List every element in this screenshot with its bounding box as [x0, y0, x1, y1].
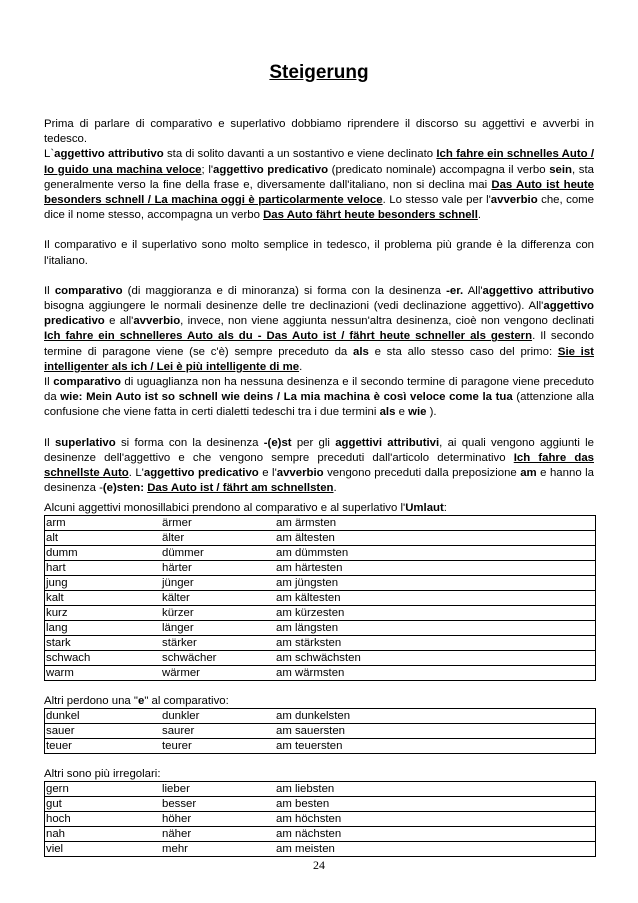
table-cell: am kältesten [275, 591, 596, 606]
table-cell: kalt [45, 591, 162, 606]
example-sentence: Das Auto fährt heute besonders schnell [263, 209, 478, 222]
table-cell: lang [45, 621, 162, 636]
term-bold: als [379, 406, 396, 419]
table-cell: stark [45, 636, 162, 651]
example-sentence: Ich fahre ein schnelleres Auto als du - Das Auto ist / fährt heute schneller als gestern [44, 330, 533, 343]
table-cell: härter [161, 561, 275, 576]
text-run: Alcuni aggettivi monosillabici prendono al comparativo e al superlativo l' [44, 502, 406, 514]
text-run: vengono preceduti dalla preposizione [323, 467, 521, 480]
body-text [44, 117, 594, 511]
table-irregular-caption: Altri sono più irregolari: [44, 768, 161, 780]
table-cell: am längsten [275, 621, 596, 636]
table-cell: schwach [45, 651, 162, 666]
table-row [45, 827, 596, 842]
text-run: . [477, 209, 482, 222]
table-cell: älter [161, 531, 275, 546]
term-bold: aggettivo predicativo [44, 300, 594, 328]
text-run: L` [44, 148, 55, 161]
term-bold: am [520, 467, 537, 480]
paragraph-superlative [44, 436, 594, 497]
table-cell: kurz [45, 606, 162, 621]
text-run: e l' [258, 467, 277, 480]
table-cell: viel [45, 842, 162, 857]
term-bold: als [353, 345, 369, 358]
text-run: di uguaglianza non ha nessuna desinenza e il secondo termine di paragone viene preceduto da [44, 376, 594, 404]
term-bold: sein [549, 163, 573, 176]
table-cell: am meisten [275, 842, 596, 857]
term-bold: aggettivo attributivo [54, 148, 164, 161]
text-run: , sta generalmente verso la fine della frase e, diversamente dall'italiano, non si declina mai [44, 163, 594, 191]
table-cell: sauer [45, 724, 162, 739]
term-bold: avverbio [490, 194, 538, 207]
table-cell: besser [161, 797, 275, 812]
page-number: 24 [313, 858, 325, 872]
table-umlaut [44, 515, 596, 681]
text-run: e [395, 406, 409, 419]
text-run: All' [463, 284, 483, 297]
term-bold: (e)sten: [102, 482, 148, 495]
table-cell: dunkler [161, 709, 275, 724]
table-row [45, 724, 596, 739]
table-row [45, 739, 596, 754]
table-cell: länger [161, 621, 275, 636]
table-cell: am nächsten [275, 827, 596, 842]
table-cell: am sauersten [275, 724, 596, 739]
table-cell: wärmer [161, 666, 275, 681]
example-sentence: wie: Mein Auto ist so schnell wie deins / La mia machina è così veloce come la tua [60, 391, 513, 404]
table-cell: teurer [161, 739, 275, 754]
text-run: Altri perdono una " [44, 695, 138, 707]
text-run: ). [426, 406, 437, 419]
table-cell: am kürzesten [275, 606, 596, 621]
term-bold: Umlaut [405, 502, 444, 514]
example-sentence: Ich fahre das schnellste Auto [44, 451, 594, 480]
text-run: Prima di parlare di comparativo e superlativo dobbiamo riprendere il discorso su aggettivi e avverbi in tedesco. [44, 118, 594, 146]
text-run: . [333, 482, 337, 495]
text-run: sta di solito davanti a un sostantivo e viene declinato [163, 148, 437, 161]
table-cell: nah [45, 827, 162, 842]
table-cell: am höchsten [275, 812, 596, 827]
table-row [45, 651, 596, 666]
text-run: . Lo stesso vale per l' [382, 194, 491, 207]
text-run: (attenzione alla confusione che viene fatta in certi dialetti tedeschi tra i due termini [44, 391, 594, 419]
text-run: e sta allo stesso caso del primo: [368, 345, 558, 358]
term-bold: -er. [446, 284, 464, 297]
table-cell: ärmer [161, 516, 275, 531]
table-row [45, 531, 596, 546]
text-run: : [443, 502, 447, 514]
table-cell: alt [45, 531, 162, 546]
text-run: Il [44, 284, 55, 297]
table-cell: am liebsten [275, 782, 596, 797]
table-cell: dunkel [45, 709, 162, 724]
table-cell: jung [45, 576, 162, 591]
table-cell: mehr [161, 842, 275, 857]
table-drop-e [44, 708, 596, 754]
table-row [45, 606, 596, 621]
table-cell: kälter [161, 591, 275, 606]
term-bold: comparativo [54, 284, 123, 297]
table-cell: am teuersten [275, 739, 596, 754]
text-run: e hanno la desinenza - [44, 467, 594, 495]
table-cell: am jüngsten [275, 576, 596, 591]
table-row [45, 782, 596, 797]
term-bold: aggettivi attributivi [335, 436, 440, 449]
table-cell: kürzer [161, 606, 275, 621]
text-run: ; l' [201, 163, 214, 176]
term-bold: aggettivo attributivo [482, 284, 594, 297]
adjective-tables [44, 501, 594, 870]
table-cell: schwächer [161, 651, 275, 666]
example-sentence: Sie ist intelligenter als ich / Lei è più intelligente di me [44, 345, 594, 373]
text-run: per gli [291, 436, 336, 449]
table-umlaut-caption [44, 501, 594, 515]
paragraph-comparative [44, 284, 594, 375]
text-run: che, come dice il nome stesso, accompagna un verbo [44, 194, 594, 222]
table-cell: am dunkelsten [275, 709, 596, 724]
table-cell: am besten [275, 797, 596, 812]
table-row [45, 561, 596, 576]
table-cell: gut [45, 797, 162, 812]
table-cell: höher [161, 812, 275, 827]
text-run: " al comparativo: [144, 695, 229, 707]
table-row [45, 621, 596, 636]
text-run: , ai quali vengono aggiunti le desinenze dell'aggettivo e che vengono sempre preceduti dall'articolo determinativo [44, 436, 594, 464]
table-row [45, 812, 596, 827]
text-run: Il [44, 376, 54, 389]
table-row [45, 666, 596, 681]
term-bold: comparativo [53, 376, 121, 389]
table-drop-e-caption [44, 694, 594, 708]
table-row [45, 636, 596, 651]
table-irregular [44, 781, 596, 857]
text-run: , invece, non viene aggiunta nessun'altra desinenza, cioè non vengono declinati [180, 315, 594, 328]
term-bold: avverbio [133, 315, 181, 328]
term-bold: superlativo [54, 436, 116, 449]
table-row [45, 576, 596, 591]
table-cell: saurer [161, 724, 275, 739]
table-row [45, 709, 596, 724]
table-cell: am ärmsten [275, 516, 596, 531]
table-row [45, 797, 596, 812]
page-title: Steigerung [269, 62, 369, 83]
table-cell: am härtesten [275, 561, 596, 576]
text-run: . Il secondo termine di paragone viene (se c'è) sempre preceduto da [44, 330, 594, 358]
term-bold: e [137, 695, 145, 707]
table-cell: am wärmsten [275, 666, 596, 681]
term-bold: avverbio [276, 467, 324, 480]
table-cell: warm [45, 666, 162, 681]
term-bold: -(e)st [263, 436, 292, 449]
example-sentence: Ich fahre ein schnelles Auto / Io guido una machina veloce [44, 148, 594, 176]
example-sentence: Das Auto ist / fährt am schnellsten [147, 482, 334, 495]
table-row [45, 842, 596, 857]
table-cell: hart [45, 561, 162, 576]
table-cell: am stärksten [275, 636, 596, 651]
table-cell: dümmer [161, 546, 275, 561]
paragraph-difference: Il comparativo e il superlativo sono molto semplice in tedesco, il problema più grande è la differenza con l'italiano. [44, 239, 594, 267]
table-row [45, 546, 596, 561]
table-cell: gern [45, 782, 162, 797]
table-cell: am ältesten [275, 531, 596, 546]
text-run: . [299, 360, 303, 373]
table-cell: näher [161, 827, 275, 842]
term-bold: wie [408, 406, 427, 419]
example-sentence: Das Auto ist heute besonders schnell / La machina oggi è particolarmente veloce [44, 178, 594, 207]
text-run: . L' [128, 467, 144, 480]
table-cell: am schwächsten [275, 651, 596, 666]
text-run: bisogna aggiungere le normali desinenze delle tre declinazioni (vedi declinazione aggettivo). All' [44, 300, 544, 313]
term-bold: aggettivo predicativo [143, 467, 259, 480]
text-run: Il [44, 436, 55, 449]
table-cell: hoch [45, 812, 162, 827]
table-cell: teuer [45, 739, 162, 754]
table-cell: am dümmsten [275, 546, 596, 561]
table-row [45, 516, 596, 531]
table-row [45, 591, 596, 606]
text-run: si forma con la desinenza [115, 436, 264, 449]
text-run: (predicato nominale) accompagna il verbo [328, 163, 550, 176]
term-bold: aggettivo predicativo [213, 163, 329, 176]
table-cell: stärker [161, 636, 275, 651]
paragraph-equality [44, 375, 594, 421]
table-cell: dumm [45, 546, 162, 561]
text-run: e all' [104, 315, 134, 328]
table-cell: jünger [161, 576, 275, 591]
paragraph-intro [44, 117, 594, 223]
table-cell: arm [45, 516, 162, 531]
text-run: (di maggioranza e di minoranza) si forma con la desinenza [122, 284, 447, 297]
table-cell: lieber [161, 782, 275, 797]
